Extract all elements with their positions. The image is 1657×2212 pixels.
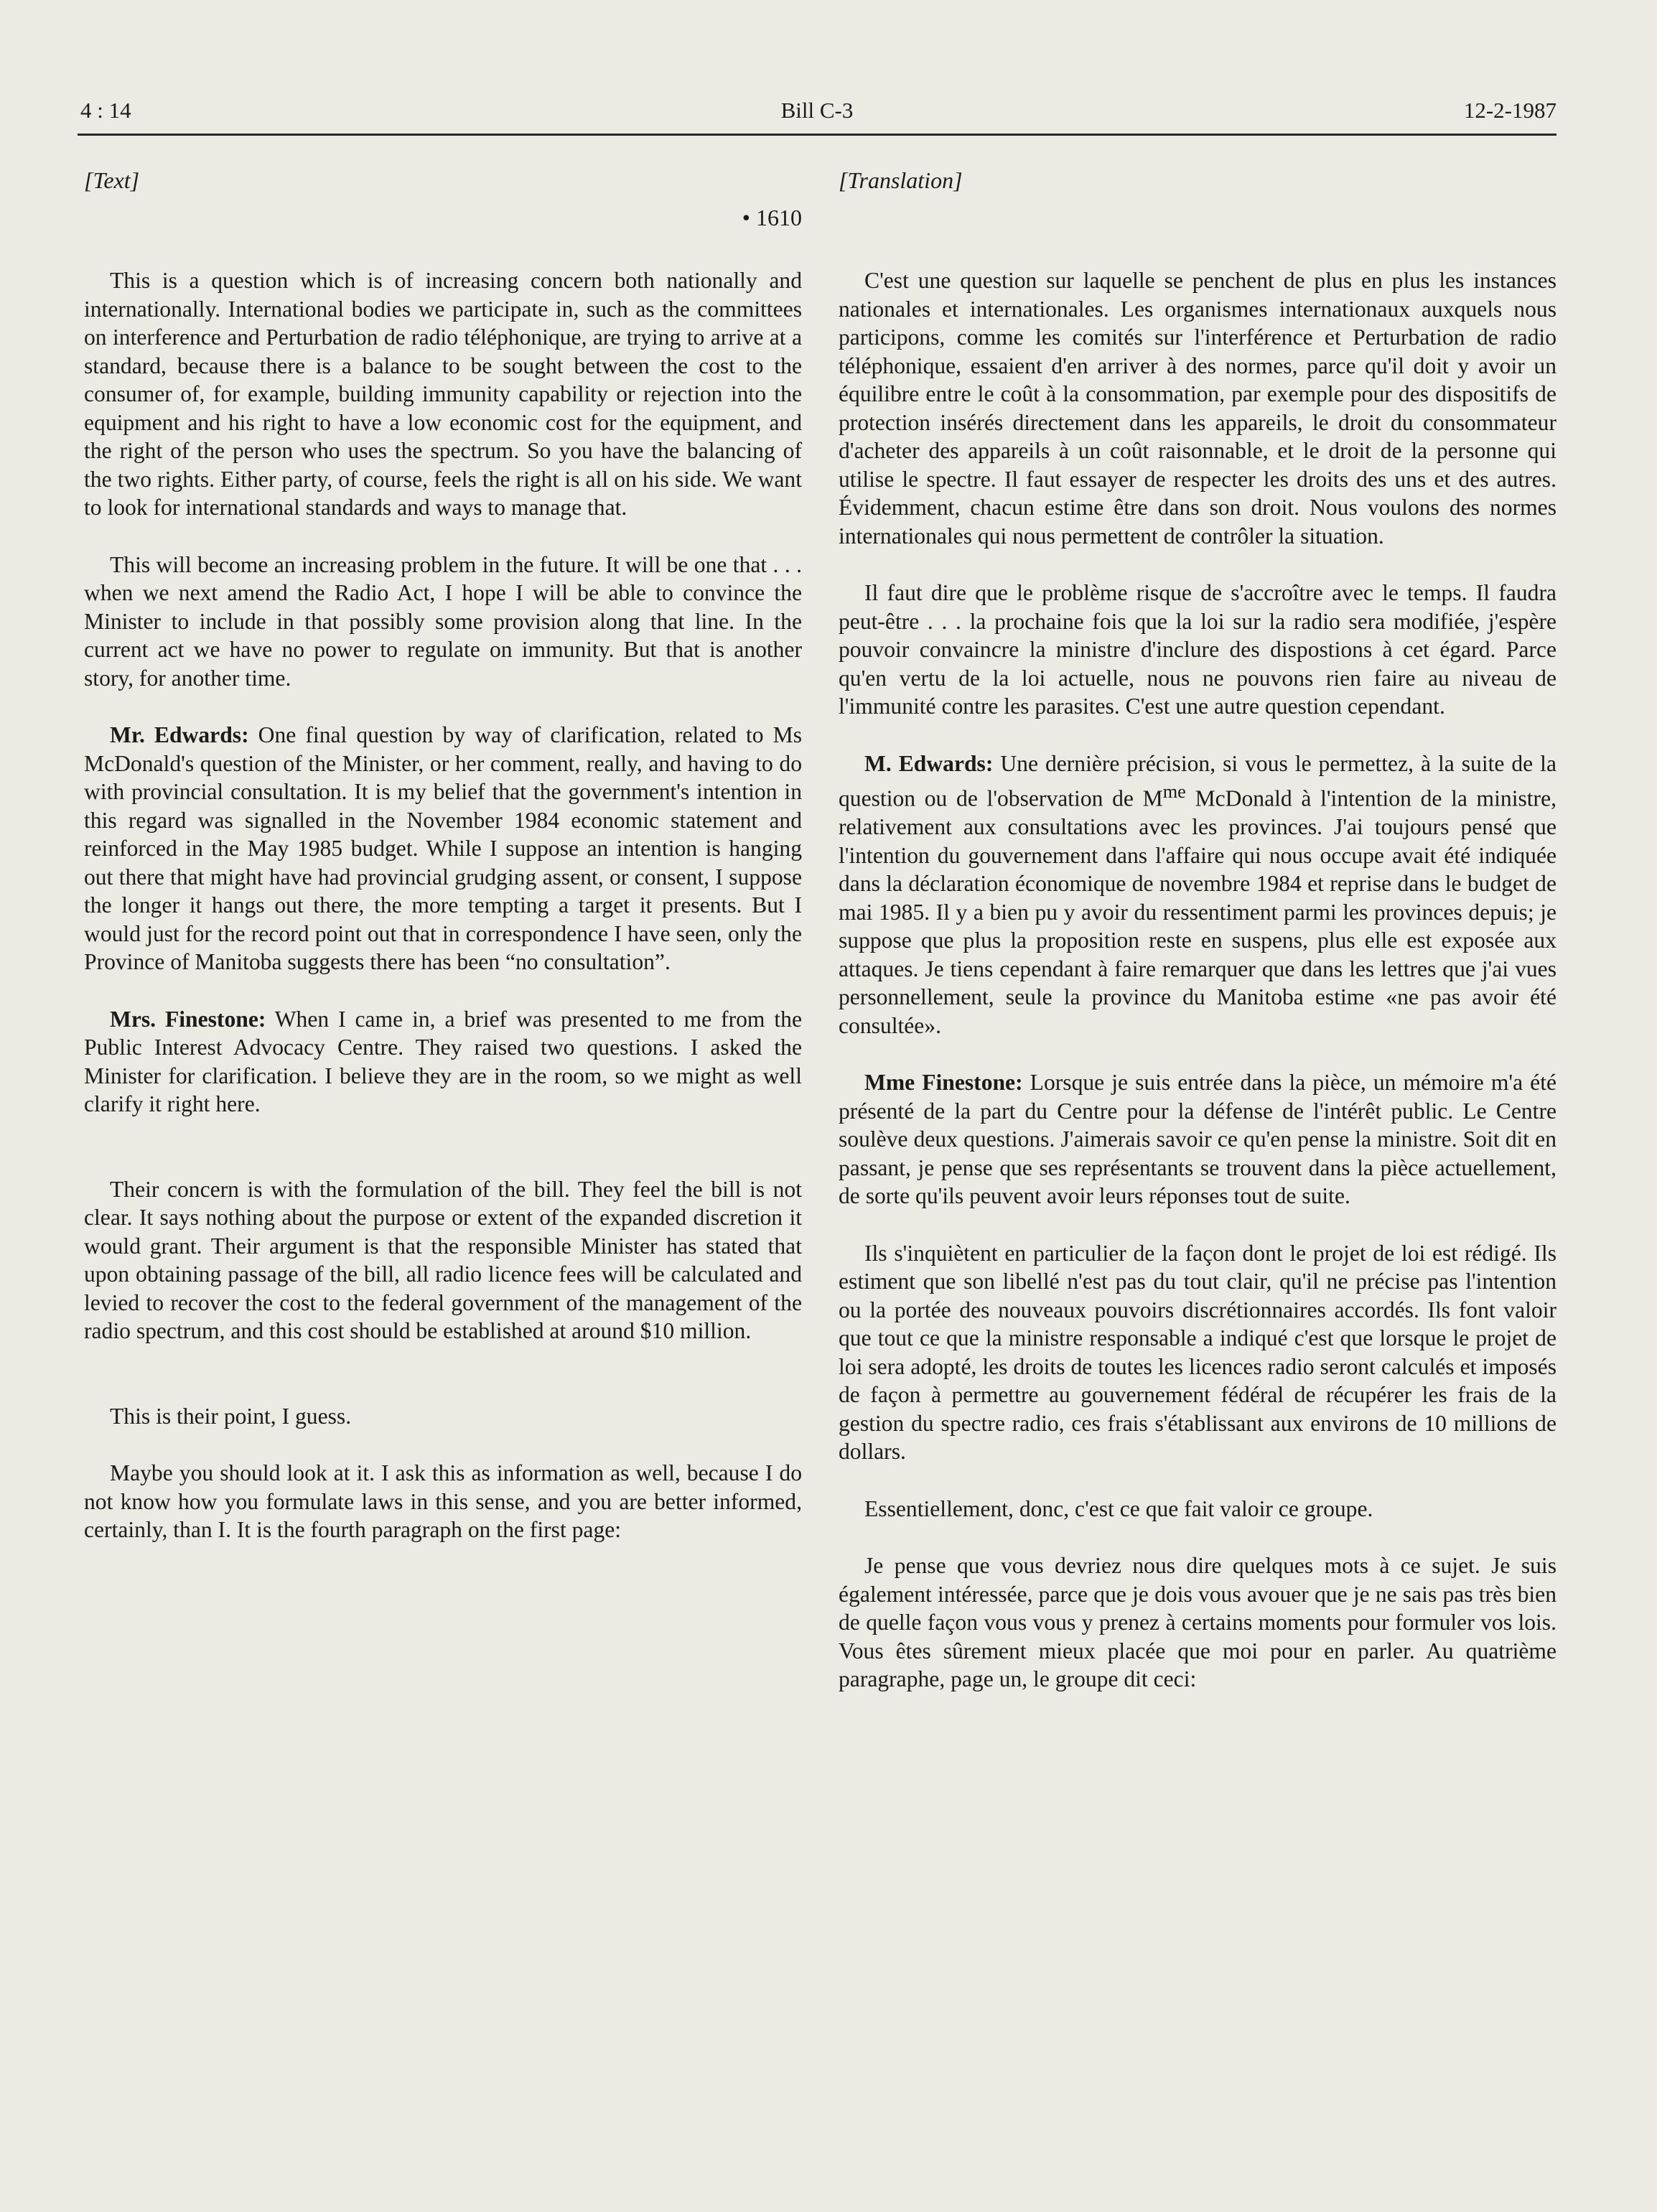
timestamp: • 1610 bbox=[742, 205, 802, 230]
sitting-date: 12-2-1987 bbox=[1463, 98, 1556, 123]
paragraph bbox=[839, 1068, 1556, 1210]
paragraph: Ils s'inquiètent en particulier de la façon dont le projet de loi est rédigé. Ils estiment que son libellé n'est pas du tout clair, qu'il ne précise pas l'intention ou la portée des nouveaux pouvoirs discrétionnaires accordés. Ils font valoir que tout ce que la ministre responsable a indiqué c'est que lorsque le projet de loi sera adopté, les droits de toutes les licences radio seront calculés et imposés de façon à permettre au gouvernement fédéral de récupérer les frais de la gestion du spectre radio, ces frais s'établissant aux environs de 10 millions de dollars. bbox=[839, 1240, 1556, 1465]
speaker-name: Mme Finestone: bbox=[864, 1070, 1023, 1096]
speech-text: When I came in, a brief was presented to me from the Public Interest Advocacy Centre. They raised two questions. I asked the Minister for clarification. I believe they are in the room, so we might as well clarify it right here. bbox=[84, 1006, 802, 1116]
paragraph: Essentiellement, donc, c'est ce que fait valoir ce groupe. bbox=[864, 1495, 1373, 1521]
running-header bbox=[78, 93, 1556, 136]
paragraph: C'est une question sur laquelle se penchent de plus en plus les instances nationales et internationales. Les organismes internationaux auxquels nous participons, comme les comités sur l'interférence et Perturbation de radio téléphonique, essaient d'en arriver à des normes, parce qu'il doit y avoir un équilibre entre le coût à la consommation, par exemple pour des dispositifs de protection insérés directement dans les appareils, le droit du consommateur d'acheter des appareils à un coût raisonnable, et le droit de la personne qui utilise le spectre. Il faut essayer de respecter les droits des uns et des autres. Évidemment, chacun estime être dans son droit. Nous voulons des normes internationales qui nous permettent de contrôler la situation. bbox=[839, 268, 1556, 549]
paragraph bbox=[84, 1005, 802, 1119]
speaker-name: Mr. Edwards: bbox=[110, 722, 249, 747]
french-column bbox=[839, 167, 1556, 1722]
superscript: me bbox=[1162, 781, 1186, 802]
page-number: 4 : 14 bbox=[80, 98, 131, 123]
paragraph: This is their point, I guess. bbox=[110, 1403, 352, 1429]
paragraph bbox=[839, 750, 1556, 1040]
paragraph bbox=[84, 721, 802, 976]
paragraph: This will become an increasing problem in the future. It will be one that . . . when we next amend the Radio Act, I hope I will be able to convince the Minister to include in that possibly some provision along that line. In the current act we have no power to regulate on immunity. But that is another story, for another time. bbox=[84, 551, 802, 691]
paragraph: Their concern is with the formulation of the bill. They feel the bill is not clear. It says nothing about the purpose or extent of the expanded discretion it would grant. Their argument is that the responsible Minister has stated that upon obtaining passage of the bill, all radio licence fees will be calculated and levied to recover the cost to the federal government of the management of the radio spectrum, and this cost should be established at around $10 million. bbox=[84, 1176, 802, 1343]
speech-text: McDonald à l'intention de la ministre, relativement aux consultations avec les provinces. J'ai toujours pensé que l'intention du gouvernement dans l'affaire qui nous occupe avait été indiquée dans la déclaration économique de novembre 1984 et reprise dans le budget de mai 1985. Il y a bien pu y avoir du ressentiment parmi les provinces depuis; je suppose que plus la proposition reste en suspens, plus elle est exposée aux attaques. Je tiens cependant à faire remarquer que dans les lettres que j'ai vues personnellement, seule la province du Manitoba estime «ne pas avoir été consultée». bbox=[839, 785, 1557, 1038]
paragraph: Maybe you should look at it. I ask this as information as well, because I do not know how you formulate laws in this sense, and you are better informed, certainly, than I. It is the fourth paragraph on the first page: bbox=[84, 1460, 802, 1542]
speech-text: Une dernière précision, si vous le permettez, à la suite de la question ou de l'observation de M bbox=[839, 750, 1556, 811]
bill-title: Bill C-3 bbox=[780, 98, 854, 123]
timestamp-spacer bbox=[839, 204, 1556, 233]
speech-text: Lorsque je suis entrée dans la pièce, un mémoire m'a été présenté de la part du Centre pour la défense de l'intérêt public. Le Centre soulève deux questions. J'aimerais savoir ce qu'en pense la ministre. Soit dit en passant, je pense que ses représentants se trouvent dans la pièce actuellement, de sorte qu'ils peuvent avoir leurs réponses tout de suite. bbox=[839, 1070, 1556, 1209]
speech-text: One final question by way of clarification, related to Ms McDonald's question of the Minister, or her comment, really, and having to do with provincial consultation. It is my belief that the government's intention in this regard was signalled in the November 1984 economic statement and reinforced in the May 1985 budget. While I suppose an intention is hanging out there that might have had provincial grudging assent, or consent, I suppose the longer it hangs out there, the more tempting a target it presents. But I would just for the record point out that in correspondence I have seen, only the Province of Manitoba suggests there has been “no consultation”. bbox=[84, 722, 802, 974]
speaker-name: M. Edwards: bbox=[864, 750, 994, 776]
paragraph: This is a question which is of increasing concern both nationally and internationally. International bodies we participate in, such as the committees on interference and Perturbation de radio téléphonique, are trying to arrive at a standard, because there is a balance to be sought between the cost to the consumer of, for example, building immunity capability or rejection into the equipment and his right to have a low economic cost for the equipment, and the right of the person who uses the spectrum. So you have the balancing of the two rights. Either party, of course, feels the right is all on his side. We want to look for international standards and ways to manage that. bbox=[84, 268, 802, 520]
translation-marker: [Translation] bbox=[839, 167, 963, 193]
paragraph: Je pense que vous devriez nous dire quelques mots à ce sujet. Je suis également intéressée, parce que je dois vous avouer que je ne sais pas très bien de quelle façon vous vous y prenez à certains moments pour formuler vos lois. Vous êtes sûrement mieux placée que moi pour en parler. Au quatrième paragraphe, page un, le groupe dit ceci: bbox=[839, 1553, 1556, 1692]
english-column bbox=[84, 167, 802, 1573]
text-marker: [Text] bbox=[84, 167, 140, 193]
speaker-name: Mrs. Finestone: bbox=[110, 1006, 266, 1032]
paragraph: Il faut dire que le problème risque de s'accroître avec le temps. Il faudra peut-être . . . la prochaine fois que la loi sur la radio sera modifiée, j'espère pouvoir convaincre la ministre d'inclure des dispostions à cet égard. Parce qu'en vertu de la loi actuelle, nous ne pouvons rien faire au niveau de l'immunité contre les parasites. C'est une autre question cependant. bbox=[839, 580, 1556, 719]
